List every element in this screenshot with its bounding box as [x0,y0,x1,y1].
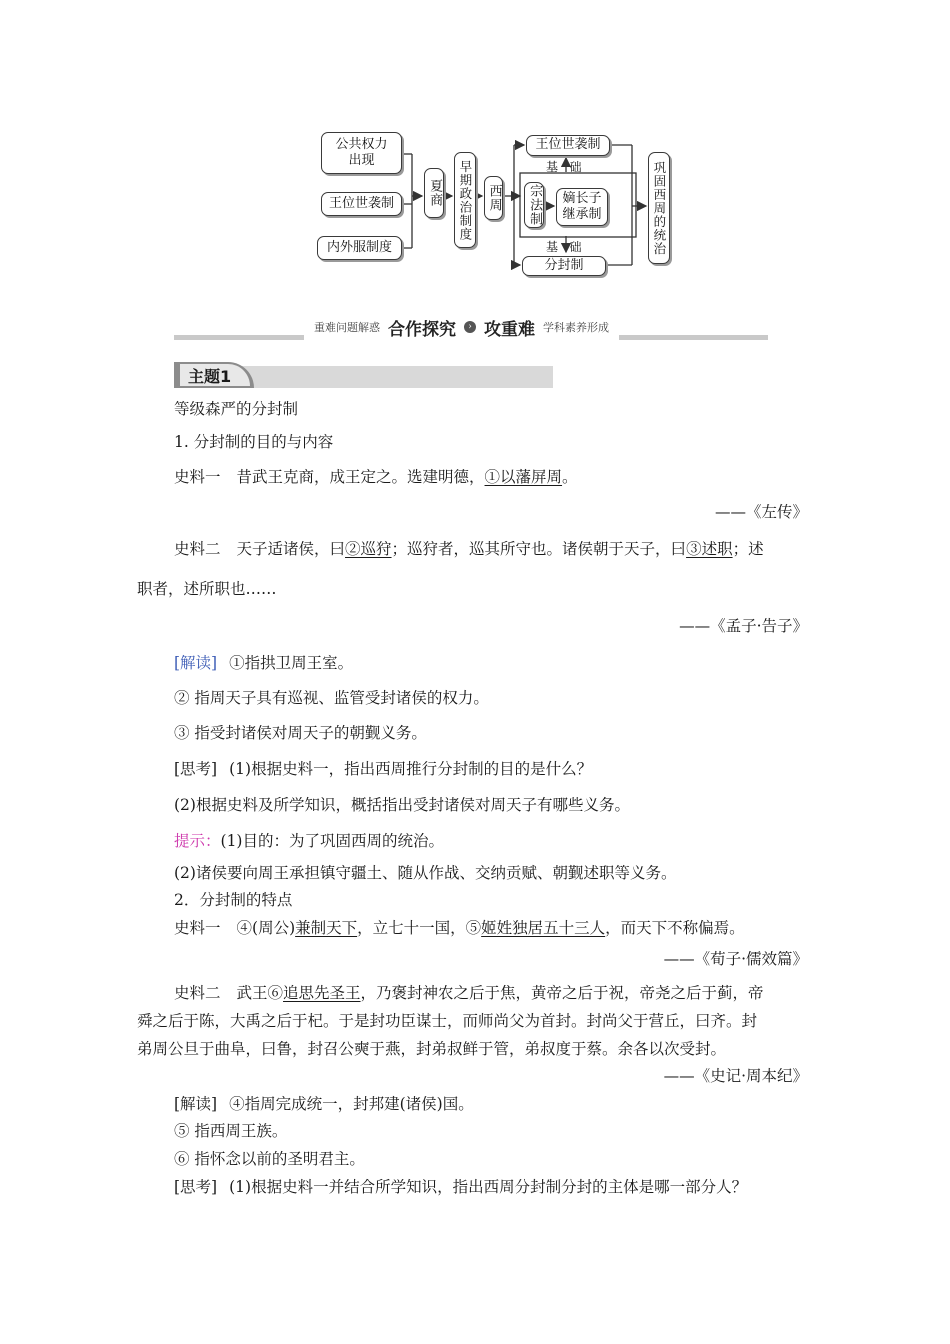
material-text: 昔武王克商，成王定之。选建明德， [236,468,485,486]
box-hereditary-top: 王位世袭制 [526,135,610,156]
annotation-2: ②巡狩 [345,540,392,558]
banner-title-b: 攻重难 [484,319,535,340]
sec2-material-2-line1 [174,983,764,1003]
box-western-zhou: 西周 [484,176,503,220]
sec1-jiedu-2: ② 指周天子具有巡视、监管受封诸侯的权力。 [174,689,489,707]
sec1-tishi-1 [174,831,444,851]
sec1-material-2-source: ——《孟子·告子》 [679,617,808,635]
annotation-6: 武王⑥ [236,984,284,1002]
sec2-heading: 2．分封制的特点 [174,891,293,909]
jiedu-text: ④指周完成统一，封邦建(诸侯)国。 [229,1095,474,1113]
sec1-material-2-line2: 职者，述所职也…… [137,580,277,598]
sec2-sikao-1 [174,1177,747,1197]
annotation-6-text: 追思先圣王 [283,984,361,1002]
banner-left-label: 重难问题解惑 [314,321,380,334]
banner-right-label: 学科素养形成 [543,321,609,334]
sec1-sikao-2: (2)根据史料及所学知识，概括指出受封诸侯对周天子有哪些义务。 [174,796,630,814]
sec1-jiedu-1 [174,653,353,673]
annotation-3: ③述职 [686,540,733,558]
material-text: ，而天下不称偏焉。 [605,919,745,937]
material-text: ；述 [732,540,764,558]
material-text-end: 。 [562,468,578,486]
sikao-label: [思考] [174,1178,218,1196]
annotation-5-text: 姬姓独居五十三人 [481,919,606,937]
jiedu-text: ①指拱卫周王室。 [229,654,354,672]
sikao-text: (1)根据史料一并结合所学知识，指出西周分封制分封的主体是哪一部分人？ [229,1178,748,1196]
box-fenfeng: 分封制 [522,256,606,276]
annotation-4-text: 兼制天下 [295,919,358,937]
box-public-power: 公共权力 出现 [321,132,402,174]
sec2-jiedu-3: ⑥ 指怀念以前的圣明君主。 [174,1150,365,1168]
sec2-material-2-line3: 弟周公旦于曲阜，曰鲁，封召公奭于燕，封弟叔鲜于管，弟叔度于蔡。余各以次受封。 [137,1040,727,1058]
material-label: 史料一 [174,468,221,486]
material-text: ；巡狩者，巡其所守也。诸侯朝于天子，曰 [391,540,687,558]
label-foundation-bottom: 基 础 [546,240,582,254]
box-dizhangzi: 嫡长子 继承制 [556,188,608,226]
material-text: ，乃褒封神农之后于焦，黄帝之后于祝，帝尧之后于蓟，帝 [360,984,764,1002]
sikao-label: [思考] [174,760,218,778]
material-text: ，立七十一国，⑤ [357,919,482,937]
sec2-material-2-source: ——《史记·周本纪》 [663,1067,808,1085]
box-inner-outer: 内外服制度 [317,236,402,260]
material-label: 史料二 [174,984,221,1002]
topic-title: 等级森严的分封制 [174,400,299,418]
banner-title-a: 合作探究 [388,319,456,340]
jiedu-label: [解读] [174,654,218,672]
label-foundation-top: 基 础 [546,160,582,174]
sec1-heading: 1. 分封制的目的与内容 [174,433,334,451]
material-text: 天子适诸侯，曰 [236,540,346,558]
sec1-material-1-source: ——《左传》 [714,503,808,521]
diagram-connectors [0,0,950,300]
tishi-label: 提示： [174,832,221,850]
sec2-jiedu-1 [174,1094,474,1114]
sikao-text: (1)根据史料一，指出西周推行分封制的目的是什么？ [229,760,593,778]
box-xia-shang: 夏商 [424,168,444,218]
section-banner [304,314,619,340]
sec1-sikao-1 [174,759,592,779]
sec2-material-1-source: ——《荀子·儒效篇》 [663,950,808,968]
tishi-text: (1)目的：为了巩固西周的统治。 [220,832,444,850]
sec1-material-1 [174,467,578,487]
jiedu-label: [解读] [174,1095,218,1113]
sec2-material-1 [174,918,745,938]
sec2-material-2-line2: 舜之后于陈，大禹之后于杞。于是封功臣谋士，而师尚父为首封。封尚父于营丘，曰齐。封 [137,1012,758,1030]
topic-label: 主题1 [180,364,250,386]
sec2-jiedu-2: ⑤ 指西周王族。 [174,1122,288,1140]
sec1-jiedu-3: ③ 指受封诸侯对周天子的朝觐义务。 [174,724,427,742]
material-label: 史料二 [174,540,221,558]
banner-arrow-icon: › [464,321,476,333]
box-zongfa: 宗法制 [524,182,544,228]
annotation-1: ①以藩屏周 [484,468,563,486]
material-label: 史料一 [174,919,221,937]
annotation-4: ④(周公) [236,919,296,937]
sec1-material-2-line1 [174,539,764,559]
box-hereditary-left: 王位世袭制 [321,192,402,216]
box-early-politics: 早期政治制度 [454,152,476,248]
box-result: 巩固西周的统治 [648,152,670,264]
sec1-tishi-2: (2)诸侯要向周王承担镇守疆土、随从作战、交纳贡赋、朝觐述职等义务。 [174,864,677,882]
